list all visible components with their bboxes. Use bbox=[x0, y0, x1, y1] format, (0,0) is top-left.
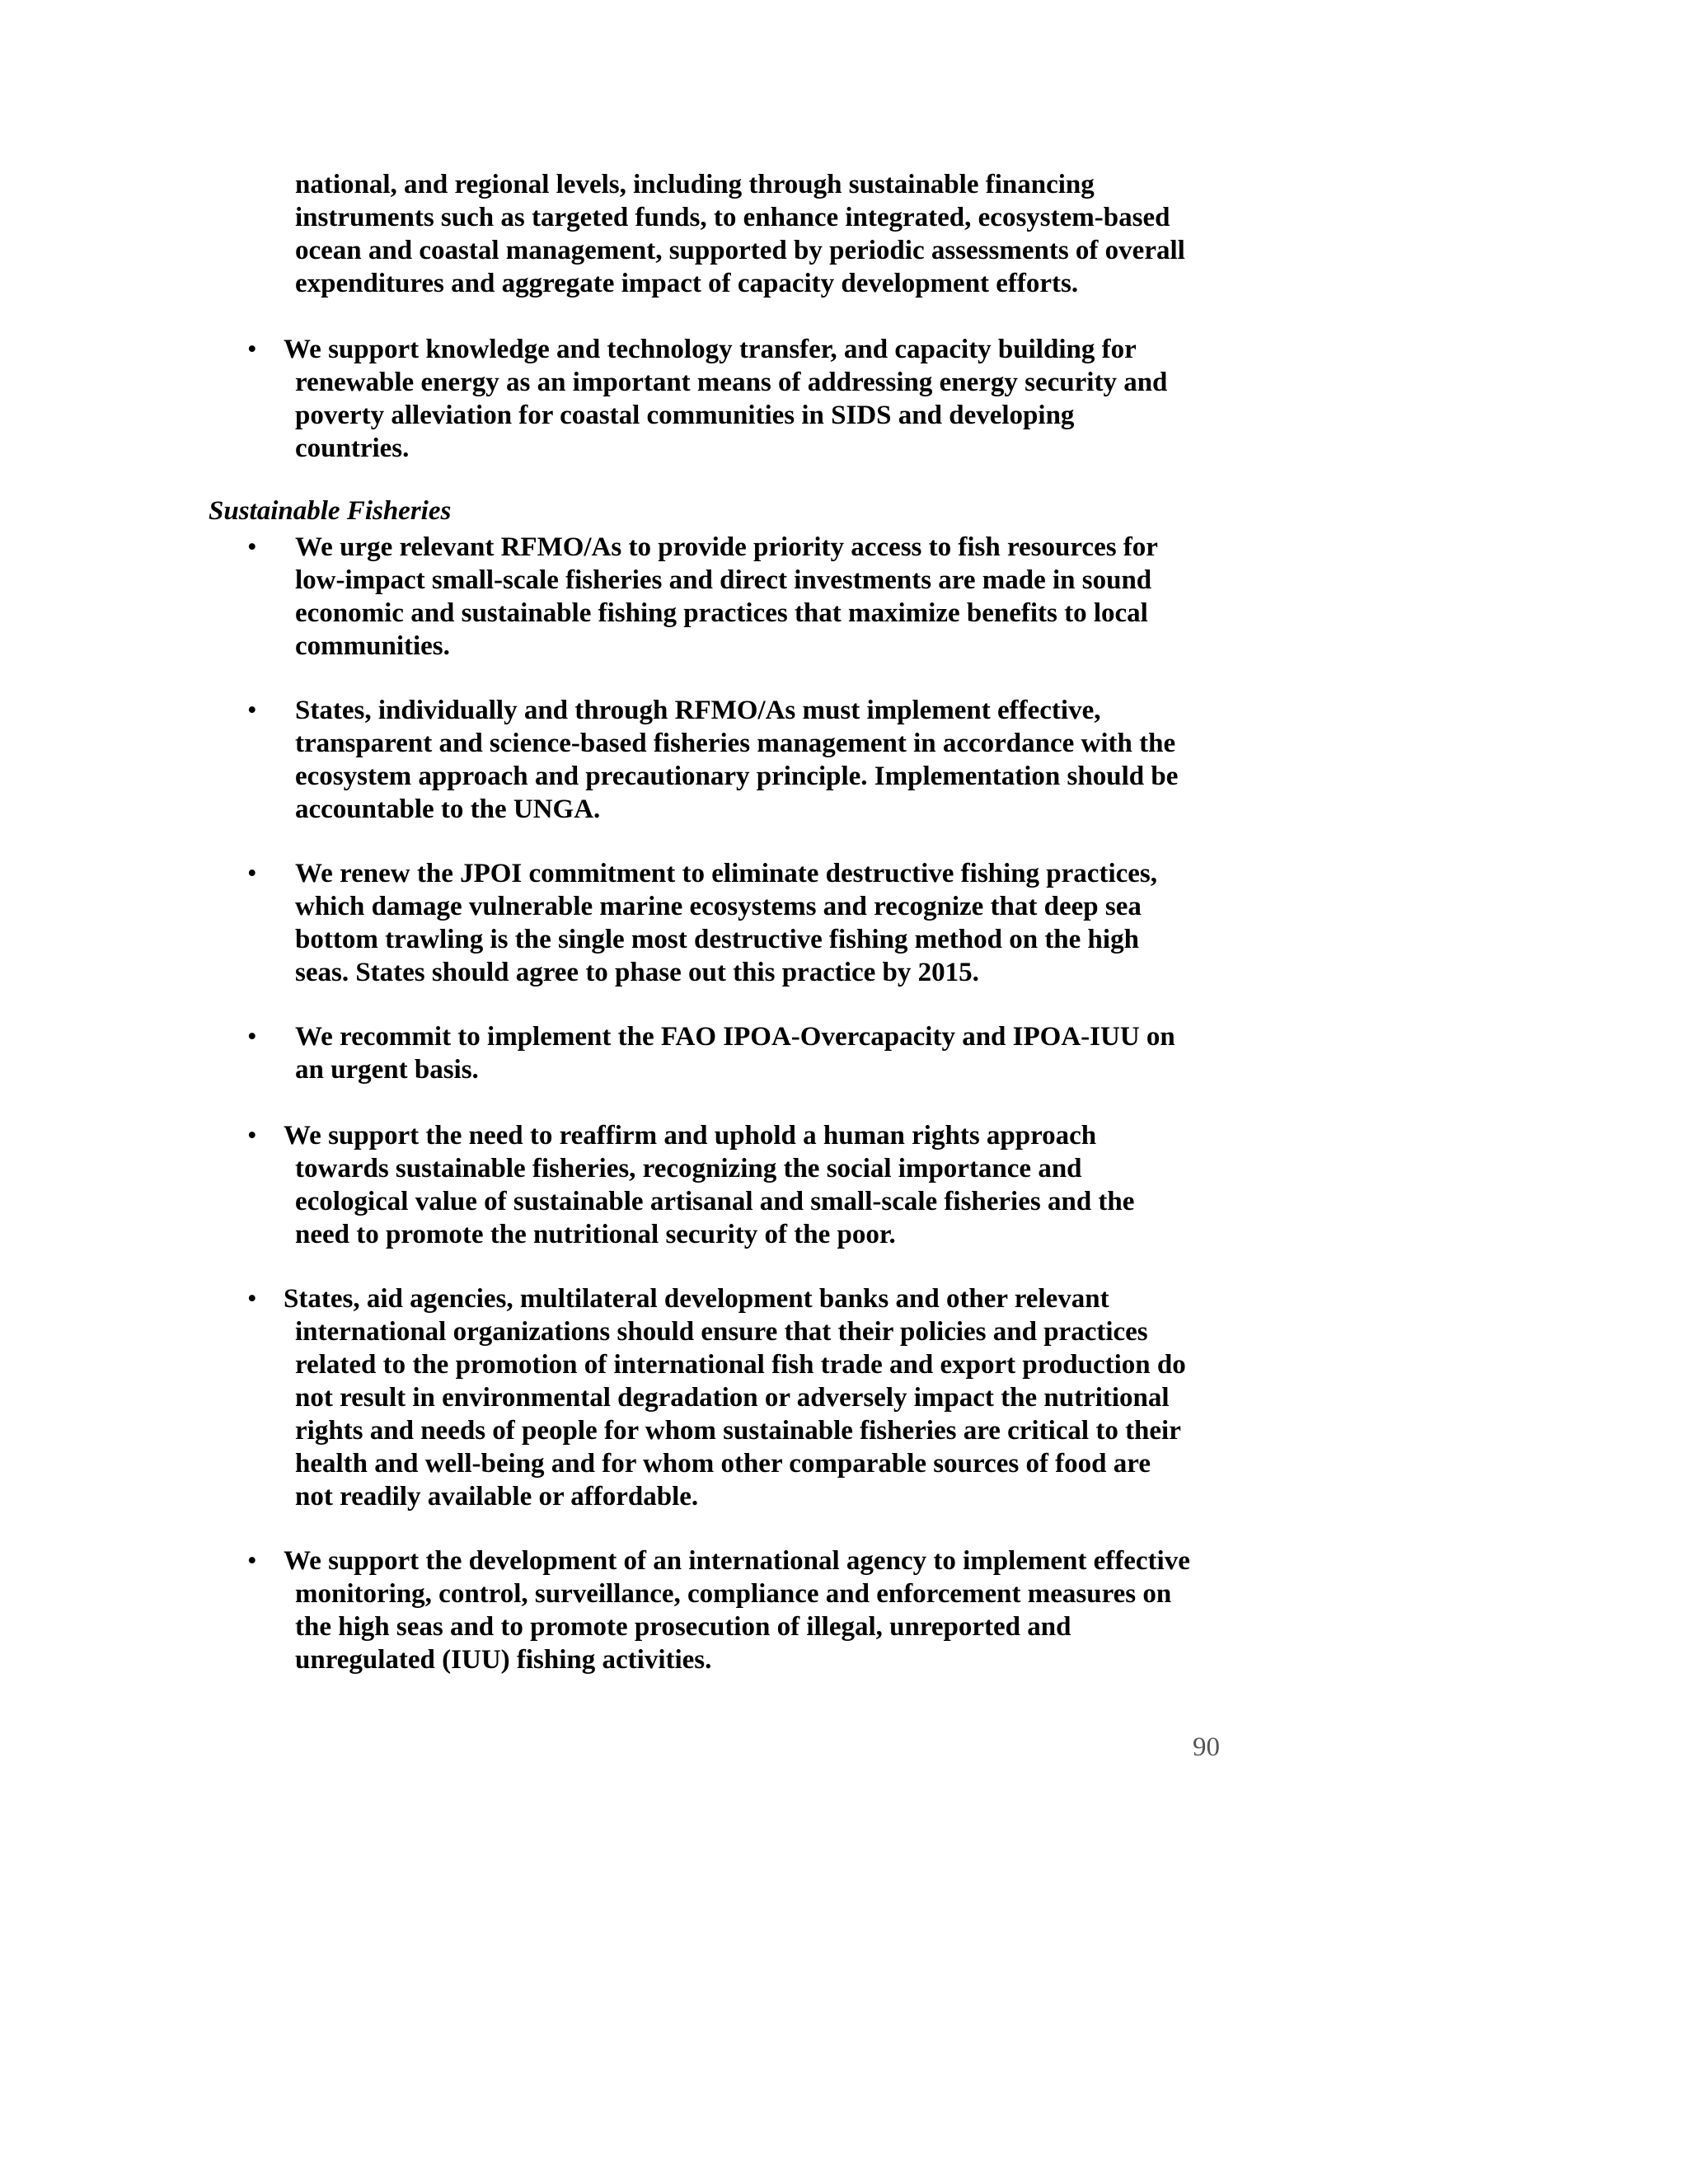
text-line: poverty alleviation for coastal communities in SIDS and developing bbox=[295, 401, 1075, 430]
text-line: We support knowledge and technology transfer, and capacity building for bbox=[284, 335, 1137, 364]
text-line: communities. bbox=[295, 631, 450, 661]
text-line: health and well-being and for whom other comparable sources of food are bbox=[295, 1449, 1151, 1479]
text-line: low-impact small-scale fisheries and direct investments are made in sound bbox=[295, 565, 1152, 595]
text-line: expenditures and aggregate impact of capacity development efforts. bbox=[295, 269, 1079, 298]
text-line: States, aid agencies, multilateral development banks and other relevant bbox=[284, 1284, 1109, 1314]
text-line: We support the development of an international agency to implement effective bbox=[284, 1546, 1190, 1576]
text-line: unregulated (IUU) fishing activities. bbox=[295, 1645, 712, 1675]
bullet-icon: • bbox=[247, 1022, 257, 1052]
text-line: not result in environmental degradation or adversely impact the nutritional bbox=[295, 1383, 1170, 1413]
text-line: which damage vulnerable marine ecosystems and recognize that deep sea bbox=[295, 892, 1142, 921]
text-line: the high seas and to promote prosecution of illegal, unreported and bbox=[295, 1612, 1071, 1642]
text-line: rights and needs of people for whom sustainable fisheries are critical to their bbox=[295, 1416, 1181, 1446]
bullet-text bbox=[295, 1020, 1284, 1086]
text-line: monitoring, control, surveillance, compliance and enforcement measures on bbox=[295, 1579, 1172, 1609]
text-line: We urge relevant RFMO/As to provide priority access to fish resources for bbox=[295, 532, 1158, 562]
bullet-icon: • bbox=[247, 1121, 257, 1151]
text-line: economic and sustainable fishing practices that maximize benefits to local bbox=[295, 598, 1148, 628]
text-line: not readily available or affordable. bbox=[295, 1482, 699, 1511]
bullet-text bbox=[284, 1544, 1284, 1676]
bullet-icon: • bbox=[247, 532, 257, 562]
bullet-text bbox=[295, 857, 1284, 989]
text-line: countries. bbox=[295, 434, 410, 463]
text-line: international organizations should ensure that their policies and practices bbox=[295, 1317, 1148, 1347]
section-heading-sustainable-fisheries: Sustainable Fisheries bbox=[209, 496, 452, 526]
continuation-paragraph bbox=[295, 168, 1284, 300]
bullet-text bbox=[284, 1119, 1284, 1251]
text-line: bottom trawling is the single most destructive fishing method on the high bbox=[295, 925, 1139, 954]
text-line: transparent and science-based fisheries management in accordance with the bbox=[295, 729, 1176, 758]
text-line: We renew the JPOI commitment to eliminate destructive fishing practices, bbox=[295, 859, 1157, 888]
text-line: an urgent basis. bbox=[295, 1055, 479, 1085]
page-number: 90 bbox=[1193, 1732, 1220, 1762]
text-line: seas. States should agree to phase out this practice by 2015. bbox=[295, 958, 979, 987]
bullet-icon: • bbox=[247, 1284, 257, 1314]
text-line: national, and regional levels, including through sustainable financing bbox=[295, 170, 1095, 199]
bullet-text bbox=[295, 531, 1284, 663]
bullet-icon: • bbox=[247, 696, 257, 725]
bullet-icon: • bbox=[247, 1546, 257, 1576]
text-line: ecosystem approach and precautionary principle. Implementation should be bbox=[295, 762, 1179, 791]
text-line: accountable to the UNGA. bbox=[295, 794, 601, 824]
text-line: ocean and coastal management, supported by periodic assessments of overall bbox=[295, 236, 1185, 265]
text-line: renewable energy as an important means of addressing energy security and bbox=[295, 368, 1168, 397]
text-line: instruments such as targeted funds, to enhance integrated, ecosystem-based bbox=[295, 203, 1170, 232]
text-line: We recommit to implement the FAO IPOA-Overcapacity and IPOA-IUU on bbox=[295, 1022, 1175, 1052]
text-line: ecological value of sustainable artisanal and small-scale fisheries and the bbox=[295, 1187, 1135, 1216]
text-line: towards sustainable fisheries, recognizing the social importance and bbox=[295, 1154, 1082, 1183]
bullet-text bbox=[295, 694, 1284, 826]
text-line: We support the need to reaffirm and uphold a human rights approach bbox=[284, 1121, 1097, 1151]
text-line: need to promote the nutritional security of the poor. bbox=[295, 1220, 896, 1249]
bullet-text bbox=[284, 1282, 1284, 1513]
bullet-text bbox=[284, 333, 1284, 465]
bullet-icon: • bbox=[247, 335, 257, 364]
text-line: related to the promotion of international fish trade and export production do bbox=[295, 1350, 1186, 1380]
bullet-icon: • bbox=[247, 859, 257, 888]
text-line: States, individually and through RFMO/As must implement effective, bbox=[295, 696, 1101, 725]
